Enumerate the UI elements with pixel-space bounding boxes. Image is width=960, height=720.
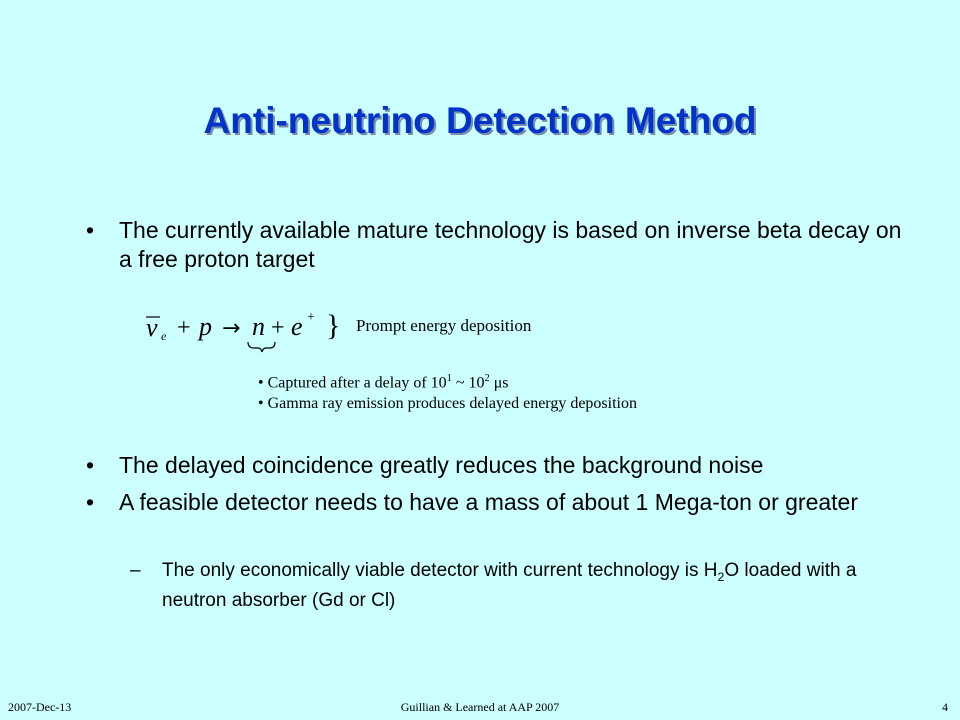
capture-notes xyxy=(258,368,637,414)
note-1-unit: μs xyxy=(489,374,509,392)
sub-bullet-body xyxy=(162,559,862,613)
bullet-text: The delayed coincidence greatly reduces the background noise xyxy=(119,452,764,478)
note-marker: • xyxy=(258,374,264,392)
exponent-1: 1 xyxy=(446,373,452,384)
exponent-2: 2 xyxy=(484,373,490,384)
note-1-text: Captured after a delay of 10 xyxy=(267,374,447,392)
prompt-label: Prompt energy deposition xyxy=(356,316,532,335)
capture-note-1 xyxy=(258,368,637,393)
note-marker: • xyxy=(258,395,264,413)
bullet-marker: • xyxy=(86,489,95,515)
eq-brace: } xyxy=(326,309,341,342)
inverse-beta-decay-equation xyxy=(140,304,350,354)
footer-author: Guillian & Learned at AAP 2007 xyxy=(400,700,560,714)
note-2-text: Gamma ray emission produces delayed energy deposition xyxy=(267,395,637,413)
eq-positron-sup: + xyxy=(307,310,315,325)
capture-note-2 xyxy=(258,393,637,414)
sub-text-after: O loaded with a neutron absorber (Gd or Cl) xyxy=(162,560,857,611)
bullet-text: The currently available mature technology is based on inverse beta decay on a free proton target xyxy=(119,217,902,272)
bullet-marker: • xyxy=(86,217,95,243)
eq-nu: ν xyxy=(146,313,158,342)
bullet-text: A feasible detector needs to have a mass of about 1 Mega-ton or greater xyxy=(119,489,859,515)
eq-neutron: n xyxy=(252,312,265,341)
bullet-marker: • xyxy=(86,452,95,478)
water-subscript: 2 xyxy=(717,569,725,584)
dash-marker: – xyxy=(130,560,141,581)
footer-date: 2007-Dec-13 xyxy=(8,700,72,714)
sub-bullet-dash xyxy=(130,559,141,583)
eq-proton: p xyxy=(199,312,212,341)
footer-page-number: 4 xyxy=(942,700,948,714)
eq-plus: + xyxy=(177,315,191,341)
neutron-underbrace xyxy=(248,342,275,352)
sub-text-before: The only economically viable detector with current technology is H xyxy=(162,560,718,581)
eq-plus-2: + xyxy=(271,315,285,341)
eq-arrow: → xyxy=(222,316,241,341)
slide-title: Anti-neutrino Detection Method xyxy=(203,100,757,141)
eq-nu-subscript: e xyxy=(161,329,167,343)
eq-positron: e xyxy=(291,312,303,341)
note-1-mid: ~ 10 xyxy=(451,374,485,392)
